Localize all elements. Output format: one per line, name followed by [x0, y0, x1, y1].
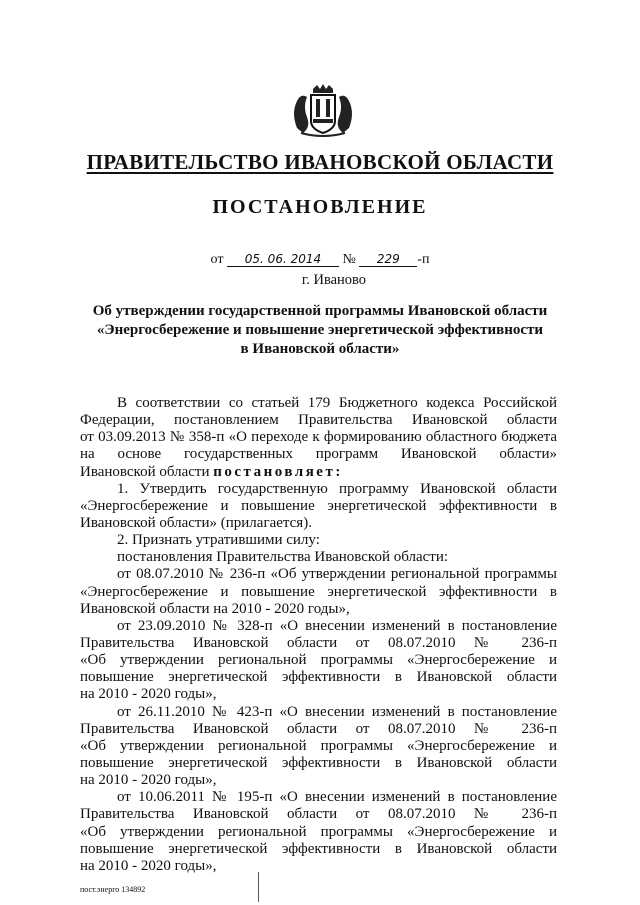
- body-line: от 03.09.2013 № 358-п «О переходе к формированию областного бюджета: [80, 429, 557, 446]
- body-line: «Об утверждении региональной программы «Энергосбережение и: [80, 737, 557, 754]
- government-heading: [0, 150, 640, 175]
- body-text: Ивановской области: [80, 463, 214, 480]
- body-line: Правительства Ивановской области от 08.07.2010 № 236-п: [80, 720, 557, 737]
- body-line: Ивановской области» (прилагается).: [80, 514, 312, 531]
- number-sign: №: [342, 252, 356, 267]
- body-line: Правительства Ивановской области от 08.07.2010 № 236-п: [80, 806, 557, 823]
- body-line: В соответствии со статьей 179 Бюджетного кодекса Российской: [117, 395, 557, 411]
- body-line: постановления Правительства Ивановской области:: [117, 549, 449, 566]
- government-name: ПРАВИТЕЛЬСТВО ИВАНОВСКОЙ ОБЛАСТИ: [86, 150, 554, 174]
- subject-line: «Энергосбережение и повышение энергетической эффективности: [96, 322, 544, 338]
- body-line: на 2010 - 2020 годы»,: [80, 772, 217, 789]
- body-line: [80, 464, 557, 481]
- body-line: от 23.09.2010 № 328-п «О внесении изменений в постановление: [117, 617, 557, 634]
- body-line: Правительства Ивановской области от 08.07.2010 № 236-п: [80, 634, 557, 651]
- document-type-title: ПОСТАНОВЛЕНИЕ: [212, 196, 428, 218]
- city: г. Иваново: [301, 272, 367, 288]
- date-prefix: от: [210, 252, 224, 267]
- document-body: [80, 395, 557, 875]
- subject-line: в Ивановской области»: [240, 341, 400, 357]
- document-subject: [80, 302, 560, 359]
- body-line: повышение энергетической эффективности в Ивановской области: [80, 669, 557, 686]
- handwritten-date: 05. 06. 2014: [227, 252, 339, 267]
- scan-artifact-line: [258, 872, 259, 902]
- body-line: на 2010 - 2020 годы»,: [80, 857, 217, 874]
- number-suffix: -п: [417, 252, 430, 267]
- body-line: «Об утверждении региональной программы «Энергосбережение и: [80, 823, 557, 840]
- decrees-word: постановляет:: [213, 463, 343, 480]
- body-line: от 08.07.2010 № 236-п «Об утверждении региональной программы: [117, 566, 557, 583]
- body-line: Ивановской области на 2010 - 2020 годы»,: [80, 600, 350, 617]
- body-line: от 10.06.2011 № 195-п «О внесении изменений в постановление: [117, 789, 557, 806]
- body-line: на 2010 - 2020 годы»,: [80, 686, 217, 703]
- subject-line: Об утверждении государственной программы Ивановской области: [92, 303, 548, 319]
- body-line: 2. Признать утратившими силу:: [117, 532, 320, 549]
- body-line: «Энергосбережение и повышение энергетической эффективности в: [80, 583, 557, 600]
- date-number-line: [0, 252, 640, 268]
- body-line: повышение энергетической эффективности в Ивановской области: [80, 754, 557, 771]
- body-line: на основе государственных программ Ивановской области»: [80, 446, 557, 463]
- body-line: «Энергосбережение и повышение энергетической эффективности в: [80, 497, 557, 514]
- file-reference: пост.энерго 134892: [80, 885, 146, 894]
- body-line: Федерации, постановлением Правительства Ивановской области: [80, 412, 557, 429]
- body-line: от 26.11.2010 № 423-п «О внесении изменений в постановление: [117, 703, 557, 720]
- body-line: повышение энергетической эффективности в Ивановской области: [80, 840, 557, 857]
- body-line: 1. Утвердить государственную программу Ивановской области: [117, 480, 557, 497]
- handwritten-number: 229: [359, 252, 417, 267]
- coat-of-arms-emblem: [287, 83, 359, 138]
- body-line: «Об утверждении региональной программы «Энергосбережение и: [80, 652, 557, 669]
